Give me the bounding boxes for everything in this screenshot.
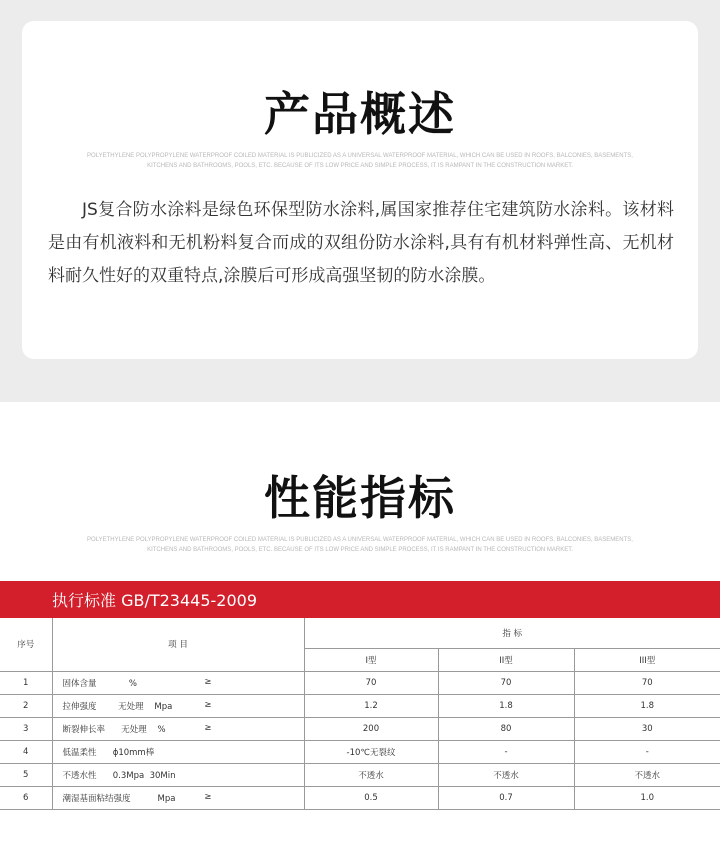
row-item-label: 潮湿基面粘结强度 Mpa — [62, 793, 176, 804]
row-item — [52, 671, 304, 694]
table-row — [0, 763, 720, 786]
row-ge-symbol: ≥ — [204, 791, 212, 802]
row-value-type1: 70 — [304, 671, 438, 694]
row-item — [52, 740, 304, 763]
header-type-2: II型 — [438, 648, 574, 671]
row-item-label: 断裂伸长率 无处理 % — [62, 724, 166, 735]
row-item-label: 拉伸强度 无处理 Mpa — [62, 701, 173, 712]
row-value-type2: 不透水 — [438, 763, 574, 786]
row-no: 6 — [0, 786, 52, 809]
row-value-type2: 70 — [438, 671, 574, 694]
row-value-type1: -10℃无裂纹 — [304, 740, 438, 763]
standard-label: 执行标准 GB/T23445-2009 — [52, 591, 258, 610]
row-item-label: 不透水性 0.3Mpa 30Min — [62, 770, 176, 781]
overview-subtitle-line1: POLYETHYLENE POLYPROPYLENE WATERPROOF COILED MATERIAL IS PUBLICIZED AS A UNIVERSAL WATERPROOF MATERIAL, WHICH CAN BE USED IN ROOFS, BALCONIES, BASEMENTS, — [87, 153, 633, 159]
row-ge-symbol: ≥ — [204, 699, 212, 710]
overview-title: 产品概述 — [264, 87, 456, 141]
performance-subtitle — [40, 535, 680, 555]
row-value-type2: 80 — [438, 717, 574, 740]
header-type-1: I型 — [304, 648, 438, 671]
row-value-type1: 不透水 — [304, 763, 438, 786]
row-value-type3: 30 — [574, 717, 720, 740]
row-value-type1: 1.2 — [304, 694, 438, 717]
row-no: 1 — [0, 671, 52, 694]
overview-body-text: JS复合防水涂料是绿色环保型防水涂料,属国家推荐住宅建筑防水涂料。该材料是由有机液料和无机粉料复合而成的双组份防水涂料,具有有机材料弹性高、无机材料耐久性好的双重特点,涂膜后可形成高强坚韧的防水涂膜。 — [48, 200, 674, 286]
header-type-3: III型 — [574, 648, 720, 671]
row-ge-symbol: ≥ — [204, 722, 212, 733]
row-item — [52, 717, 304, 740]
row-value-type2: 0.7 — [438, 786, 574, 809]
row-value-type3: 1.8 — [574, 694, 720, 717]
table-header-row — [0, 618, 720, 648]
header-no: 序号 — [0, 618, 52, 671]
header-item: 项 目 — [52, 618, 304, 671]
row-ge-symbol: ≥ — [204, 676, 212, 687]
performance-subtitle-line1: POLYETHYLENE POLYPROPYLENE WATERPROOF COILED MATERIAL IS PUBLICIZED AS A UNIVERSAL WATERPROOF MATERIAL, WHICH CAN BE USED IN ROOFS, BALCONIES, BASEMENTS, — [87, 537, 633, 543]
standard-banner — [0, 581, 720, 618]
performance-subtitle-line2: KITCHENS AND BATHROOMS, POOLS, ETC. BECAUSE OF ITS LOW PRICE AND SIMPLE PROCESS, IT IS RAMPANT IN THE CONSTRUCTION MARKET. — [147, 547, 573, 553]
table-row — [0, 671, 720, 694]
row-item — [52, 694, 304, 717]
overview-card — [22, 21, 698, 359]
row-item-label: 低温柔性 ɸ10mm棒 — [62, 747, 155, 758]
table-row — [0, 694, 720, 717]
row-item-label: 固体含量 % — [62, 678, 137, 689]
row-value-type3: 70 — [574, 671, 720, 694]
table-row — [0, 786, 720, 809]
row-item — [52, 786, 304, 809]
row-value-type3: 不透水 — [574, 763, 720, 786]
overview-subtitle — [40, 151, 680, 171]
performance-title: 性能指标 — [264, 471, 456, 525]
row-item — [52, 763, 304, 786]
table-row — [0, 717, 720, 740]
row-value-type2: 1.8 — [438, 694, 574, 717]
overview-subtitle-line2: KITCHENS AND BATHROOMS, POOLS, ETC. BECAUSE OF ITS LOW PRICE AND SIMPLE PROCESS, IT IS RAMPANT IN THE CONSTRUCTION MARKET. — [147, 163, 573, 169]
row-no: 4 — [0, 740, 52, 763]
row-value-type1: 200 — [304, 717, 438, 740]
row-no: 3 — [0, 717, 52, 740]
table-row — [0, 740, 720, 763]
row-value-type1: 0.5 — [304, 786, 438, 809]
row-no: 2 — [0, 694, 52, 717]
row-value-type2: - — [438, 740, 574, 763]
row-no: 5 — [0, 763, 52, 786]
row-value-type3: 1.0 — [574, 786, 720, 809]
spec-table — [0, 618, 720, 810]
header-index: 指 标 — [304, 618, 720, 648]
overview-body — [48, 194, 674, 293]
row-value-type3: - — [574, 740, 720, 763]
